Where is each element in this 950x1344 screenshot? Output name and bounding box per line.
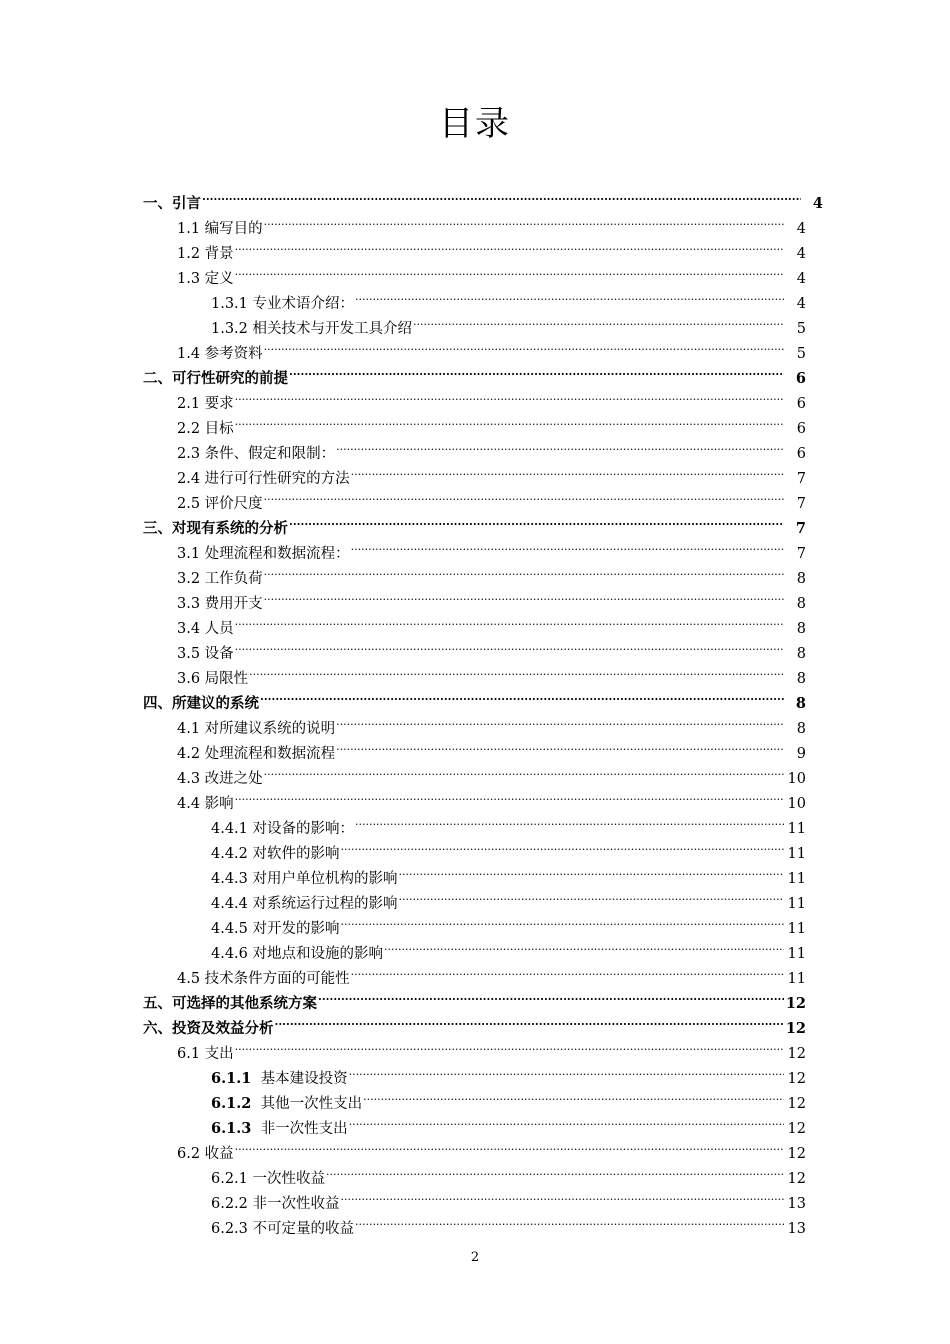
toc-entry-page: 11 xyxy=(787,846,806,862)
toc-entry-label: 4.4.4 对系统运行过程的影响 xyxy=(211,896,398,912)
toc-entry-label: 1.3.1 专业术语介绍： xyxy=(211,296,355,312)
toc-entry-label: 3.3 费用开支 xyxy=(177,596,263,612)
dot-leader xyxy=(235,1138,784,1158)
dot-leader xyxy=(413,313,784,333)
dot-leader xyxy=(341,1188,784,1208)
toc-entry-label: 6.2.3 不可定量的收益 xyxy=(211,1221,355,1237)
toc-entry[interactable] xyxy=(211,1063,806,1087)
toc-entry-page: 8 xyxy=(796,721,806,737)
dot-leader xyxy=(235,238,784,258)
dot-leader xyxy=(336,438,784,458)
toc-entry-label: 四、所建议的系统 xyxy=(143,695,259,712)
toc-entry[interactable] xyxy=(177,638,806,662)
toc-entry[interactable] xyxy=(143,363,806,387)
toc-entry[interactable] xyxy=(177,713,806,737)
toc-entry-page: 8 xyxy=(796,621,806,637)
toc-entry-label: 2.2 目标 xyxy=(177,421,234,437)
toc-entry-label xyxy=(211,1094,363,1114)
toc-entry[interactable] xyxy=(177,388,806,412)
toc-entry[interactable] xyxy=(177,563,806,587)
toc-entry-label: 4.4.2 对软件的影响 xyxy=(211,846,340,862)
toc-entry-page: 12 xyxy=(787,1146,806,1162)
toc-entry-page: 4 xyxy=(796,271,806,287)
toc-entry-label: 2.3 条件、假定和限制： xyxy=(177,446,336,462)
toc-entry[interactable] xyxy=(211,288,806,312)
dot-leader xyxy=(289,363,784,383)
toc-entry-label: 1.2 背景 xyxy=(177,246,234,262)
toc-entry-label xyxy=(211,1069,349,1089)
dot-leader xyxy=(336,738,784,758)
toc-entry[interactable] xyxy=(177,338,806,362)
toc-entry-text: 非一次性支出 xyxy=(251,1121,348,1137)
dot-leader xyxy=(351,963,784,983)
toc-entry-page: 11 xyxy=(787,921,806,937)
toc-entry[interactable] xyxy=(177,538,806,562)
toc-entry-page: 11 xyxy=(787,971,806,987)
dot-leader xyxy=(349,1063,784,1083)
toc-entry-label: 4.4.3 对用户单位机构的影响 xyxy=(211,871,398,887)
toc-entry-label: 4.4 影响 xyxy=(177,796,234,812)
toc-entry[interactable] xyxy=(211,863,806,887)
dot-leader xyxy=(289,513,784,533)
toc-entry-page: 7 xyxy=(796,496,806,512)
toc-entry[interactable] xyxy=(211,913,806,937)
toc-entry-label: 三、对现有系统的分析 xyxy=(143,520,288,537)
toc-entry-page: 10 xyxy=(787,771,806,787)
toc-entry[interactable] xyxy=(211,838,806,862)
toc-entry-label: 4.3 改进之处 xyxy=(177,771,263,787)
toc-entry[interactable] xyxy=(211,888,806,912)
toc-entry-page: 5 xyxy=(796,321,806,337)
toc-entry-page: 4 xyxy=(812,195,823,212)
toc-entry[interactable] xyxy=(177,763,806,787)
toc-entry[interactable] xyxy=(177,613,806,637)
toc-entry-label: 4.4.5 对开发的影响 xyxy=(211,921,340,937)
toc-entry[interactable] xyxy=(211,813,806,837)
toc-entry[interactable] xyxy=(177,663,806,687)
toc-entry[interactable] xyxy=(177,1138,806,1162)
toc-entry-page: 8 xyxy=(796,596,806,612)
toc-entry-page: 11 xyxy=(787,821,806,837)
toc-entry[interactable] xyxy=(177,788,806,812)
toc-entry-label: 6.1 支出 xyxy=(177,1046,234,1062)
toc-entry-text: 基本建设投资 xyxy=(251,1071,348,1087)
dot-leader xyxy=(264,488,784,508)
toc-entry[interactable] xyxy=(177,413,806,437)
toc-entry-page: 4 xyxy=(796,221,806,237)
toc-entry-page: 10 xyxy=(787,796,806,812)
toc-entry-page: 11 xyxy=(787,946,806,962)
dot-leader xyxy=(351,538,784,558)
toc-entry[interactable] xyxy=(211,1163,806,1187)
toc-entry[interactable] xyxy=(177,488,806,512)
toc-entry[interactable] xyxy=(211,1213,806,1237)
dot-leader xyxy=(355,288,784,308)
dot-leader xyxy=(399,888,784,908)
toc-entry-label: 4.5 技术条件方面的可能性 xyxy=(177,971,350,987)
toc-entry[interactable] xyxy=(143,1013,806,1037)
toc-entry-label: 4.1 对所建议系统的说明 xyxy=(177,721,336,737)
toc-entry[interactable] xyxy=(177,963,806,987)
toc-entry-page: 9 xyxy=(796,746,806,762)
toc-entry-label: 4.4.1 对设备的影响： xyxy=(211,821,355,837)
toc-entry[interactable] xyxy=(143,988,806,1012)
toc-entry-label: 4.4.6 对地点和设施的影响 xyxy=(211,946,384,962)
toc-entry-label: 五、可选择的其他系统方案 xyxy=(143,995,317,1012)
toc-entry[interactable] xyxy=(177,1038,806,1062)
toc-entry-label: 4.2 处理流程和数据流程 xyxy=(177,746,336,762)
dot-leader xyxy=(384,938,784,958)
dot-leader xyxy=(318,988,784,1008)
toc-entry[interactable] xyxy=(177,238,806,262)
dot-leader xyxy=(264,563,784,583)
toc-entry-page: 13 xyxy=(787,1196,806,1212)
dot-leader xyxy=(326,1163,784,1183)
toc-entry[interactable] xyxy=(177,263,806,287)
toc-entry[interactable] xyxy=(211,1088,806,1112)
toc-entry[interactable] xyxy=(143,188,823,212)
toc-entry-label: 6.2.2 非一次性收益 xyxy=(211,1196,340,1212)
toc-entry-page: 8 xyxy=(795,695,806,712)
toc-entry-label: 1.3 定义 xyxy=(177,271,234,287)
dot-leader xyxy=(349,1113,784,1133)
dot-leader xyxy=(235,388,784,408)
toc-entry-label: 3.6 局限性 xyxy=(177,671,249,687)
toc-entry-label: 3.5 设备 xyxy=(177,646,234,662)
dot-leader xyxy=(249,663,784,683)
toc-entry[interactable] xyxy=(143,513,806,537)
dot-leader xyxy=(363,1088,784,1108)
toc-entry[interactable] xyxy=(177,588,806,612)
toc-entry-page: 12 xyxy=(787,1121,806,1137)
dot-leader xyxy=(235,263,784,283)
toc-entry-page: 12 xyxy=(785,995,806,1012)
toc-entry[interactable] xyxy=(211,1188,806,1212)
dot-leader xyxy=(264,338,784,358)
toc-entry-page: 8 xyxy=(796,671,806,687)
toc-entry-page: 12 xyxy=(787,1071,806,1087)
dot-leader xyxy=(235,788,784,808)
toc-entry[interactable] xyxy=(211,938,806,962)
toc-entry-label: 3.4 人员 xyxy=(177,621,234,637)
toc-entry[interactable] xyxy=(177,438,806,462)
dot-leader xyxy=(351,463,784,483)
toc-entry-page: 13 xyxy=(787,1221,806,1237)
toc-entry-label: 六、投资及效益分析 xyxy=(143,1020,274,1037)
dot-leader xyxy=(399,863,784,883)
toc-entry-label: 一、引言 xyxy=(143,195,201,212)
toc-entry[interactable] xyxy=(211,1113,806,1137)
toc-entry-number: 6.1.1 xyxy=(211,1070,252,1087)
toc-entry-page: 6 xyxy=(796,396,806,412)
toc-entry-page: 8 xyxy=(796,646,806,662)
page-number: 2 xyxy=(470,1250,480,1265)
toc-entry-page: 11 xyxy=(787,896,806,912)
toc-entry[interactable] xyxy=(177,463,806,487)
toc-entry-label xyxy=(211,1119,349,1139)
toc-entry-page: 7 xyxy=(796,546,806,562)
toc-entry-page: 5 xyxy=(796,346,806,362)
toc-entry-page: 12 xyxy=(785,1020,806,1037)
toc-entry-label: 2.1 要求 xyxy=(177,396,234,412)
dot-leader xyxy=(264,213,784,233)
dot-leader xyxy=(275,1013,785,1033)
toc-entry-page: 11 xyxy=(787,871,806,887)
toc-entry-label: 3.2 工作负荷 xyxy=(177,571,263,587)
toc-entry-label: 2.5 评价尺度 xyxy=(177,496,263,512)
toc-entry-label: 1.4 参考资料 xyxy=(177,346,263,362)
toc-entry-label: 2.4 进行可行性研究的方法 xyxy=(177,471,350,487)
dot-leader xyxy=(202,188,801,208)
toc-entry-text: 其他一次性支出 xyxy=(251,1096,363,1112)
toc-entry-page: 6 xyxy=(796,421,806,437)
toc-entry[interactable] xyxy=(177,738,806,762)
toc-entry-label: 1.3.2 相关技术与开发工具介绍 xyxy=(211,321,413,337)
toc-entry[interactable] xyxy=(211,313,806,337)
toc-entry-page: 7 xyxy=(796,471,806,487)
dot-leader xyxy=(235,638,784,658)
toc-entry-page: 6 xyxy=(795,370,806,387)
toc-entry[interactable] xyxy=(177,213,806,237)
toc-entry-page: 12 xyxy=(787,1171,806,1187)
page-title: 目录 xyxy=(439,104,511,144)
dot-leader xyxy=(264,588,784,608)
toc-entry-page: 8 xyxy=(796,571,806,587)
toc-entry-label: 3.1 处理流程和数据流程： xyxy=(177,546,350,562)
dot-leader xyxy=(260,688,784,708)
dot-leader xyxy=(355,1213,784,1233)
toc-entry[interactable] xyxy=(143,688,806,712)
dot-leader xyxy=(341,838,784,858)
dot-leader xyxy=(264,763,784,783)
toc-entry-number: 6.1.3 xyxy=(211,1120,252,1137)
dot-leader xyxy=(336,713,784,733)
toc-entry-label: 二、可行性研究的前提 xyxy=(143,370,288,387)
toc-entry-page: 4 xyxy=(796,246,806,262)
dot-leader xyxy=(355,813,784,833)
toc-entry-page: 6 xyxy=(796,446,806,462)
toc-entry-label: 6.2.1 一次性收益 xyxy=(211,1171,326,1187)
dot-leader xyxy=(235,1038,784,1058)
toc-entry-label: 1.1 编写目的 xyxy=(177,221,263,237)
toc-entry-page: 12 xyxy=(787,1046,806,1062)
dot-leader xyxy=(235,613,784,633)
dot-leader xyxy=(235,413,784,433)
dot-leader xyxy=(341,913,784,933)
toc-entry-label: 6.2 收益 xyxy=(177,1146,234,1162)
toc-entry-page: 12 xyxy=(787,1096,806,1112)
toc-entry-page: 4 xyxy=(796,296,806,312)
toc-entry-number: 6.1.2 xyxy=(211,1095,252,1112)
toc-entry-page: 7 xyxy=(795,520,806,537)
